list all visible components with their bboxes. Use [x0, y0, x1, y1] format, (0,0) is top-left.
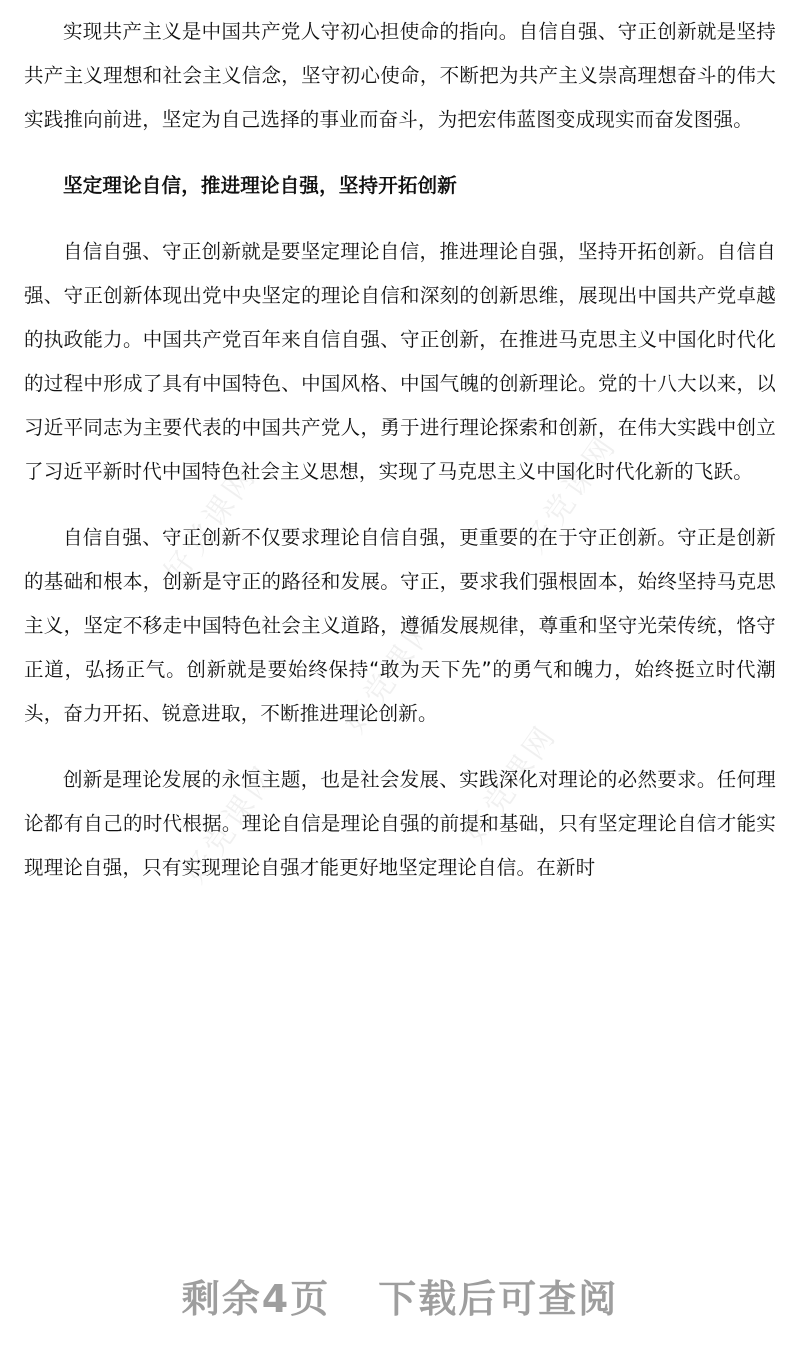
paragraph-intro: 实现共产主义是中国共产党人守初心担使命的指向。自信自强、守正创新就是坚持共产主义理想和社会主义信念，坚守初心使命，不断把为共产主义崇高理想奋斗的伟大实践推向前进，坚定为自己选择的事业而奋斗，为把宏伟蓝图变成现实而奋发图强。: [24, 20, 776, 131]
download-hint-label: 下载后可查阅: [378, 1277, 619, 1321]
watermark-text: 好党课网: [337, 608, 445, 740]
watermark-text: 好党课网: [517, 428, 625, 560]
section-heading: 坚定理论自信，推进理论自强，坚持开拓创新: [63, 174, 458, 197]
download-banner[interactable]: [0, 1268, 800, 1323]
remaining-pages-label: 剩余4页: [181, 1277, 331, 1321]
watermark-text: 好党课网: [177, 758, 285, 890]
paragraph-innovation-theme: 创新是理论发展的永恒主题，也是社会发展、实践深化对理论的必然要求。任何理论都有自己的时代根据。理论自信是理论自强的前提和基础，只有坚定理论自信才能实现理论自强，只有实现理论自强才能更好地坚定理论自信。在新时: [24, 768, 776, 879]
watermark-text: 好党课网: [457, 718, 565, 850]
paragraph-uphold-innovate: 自信自强、守正创新不仅要求理论自信自强，更重要的在于守正创新。守正是创新的基础和根本，创新是守正的路径和发展。守正，要求我们强根固本，始终坚持马克思主义，坚定不移走中国特色社会主义道路，遵循发展规律，尊重和坚守光荣传统，恪守正道，弘扬正气。创新就是要始终保持“敢为天下先”的勇气和魄力，始终挺立时代潮头，奋力开拓、锐意进取，不断推进理论创新。: [24, 526, 776, 725]
watermark-text: 好党课网: [157, 458, 265, 590]
document-body: [24, 10, 776, 890]
paragraph-theory-confidence: 自信自强、守正创新就是要坚定理论自信，推进理论自强，坚持开拓创新。自信自强、守正创新体现出党中央坚定的理论自信和深刻的创新思维，展现出中国共产党卓越的执政能力。中国共产党百年来自信自强、守正创新，在推进马克思主义中国化时代化的过程中形成了具有中国特色、中国风格、中国气魄的创新理论。党的十八大以来，以习近平同志为主要代表的中国共产党人，勇于进行理论探索和创新，在伟大实践中创立了习近平新时代中国特色社会主义思想，实现了马克思主义中国化时代化新的飞跃。: [24, 240, 776, 483]
